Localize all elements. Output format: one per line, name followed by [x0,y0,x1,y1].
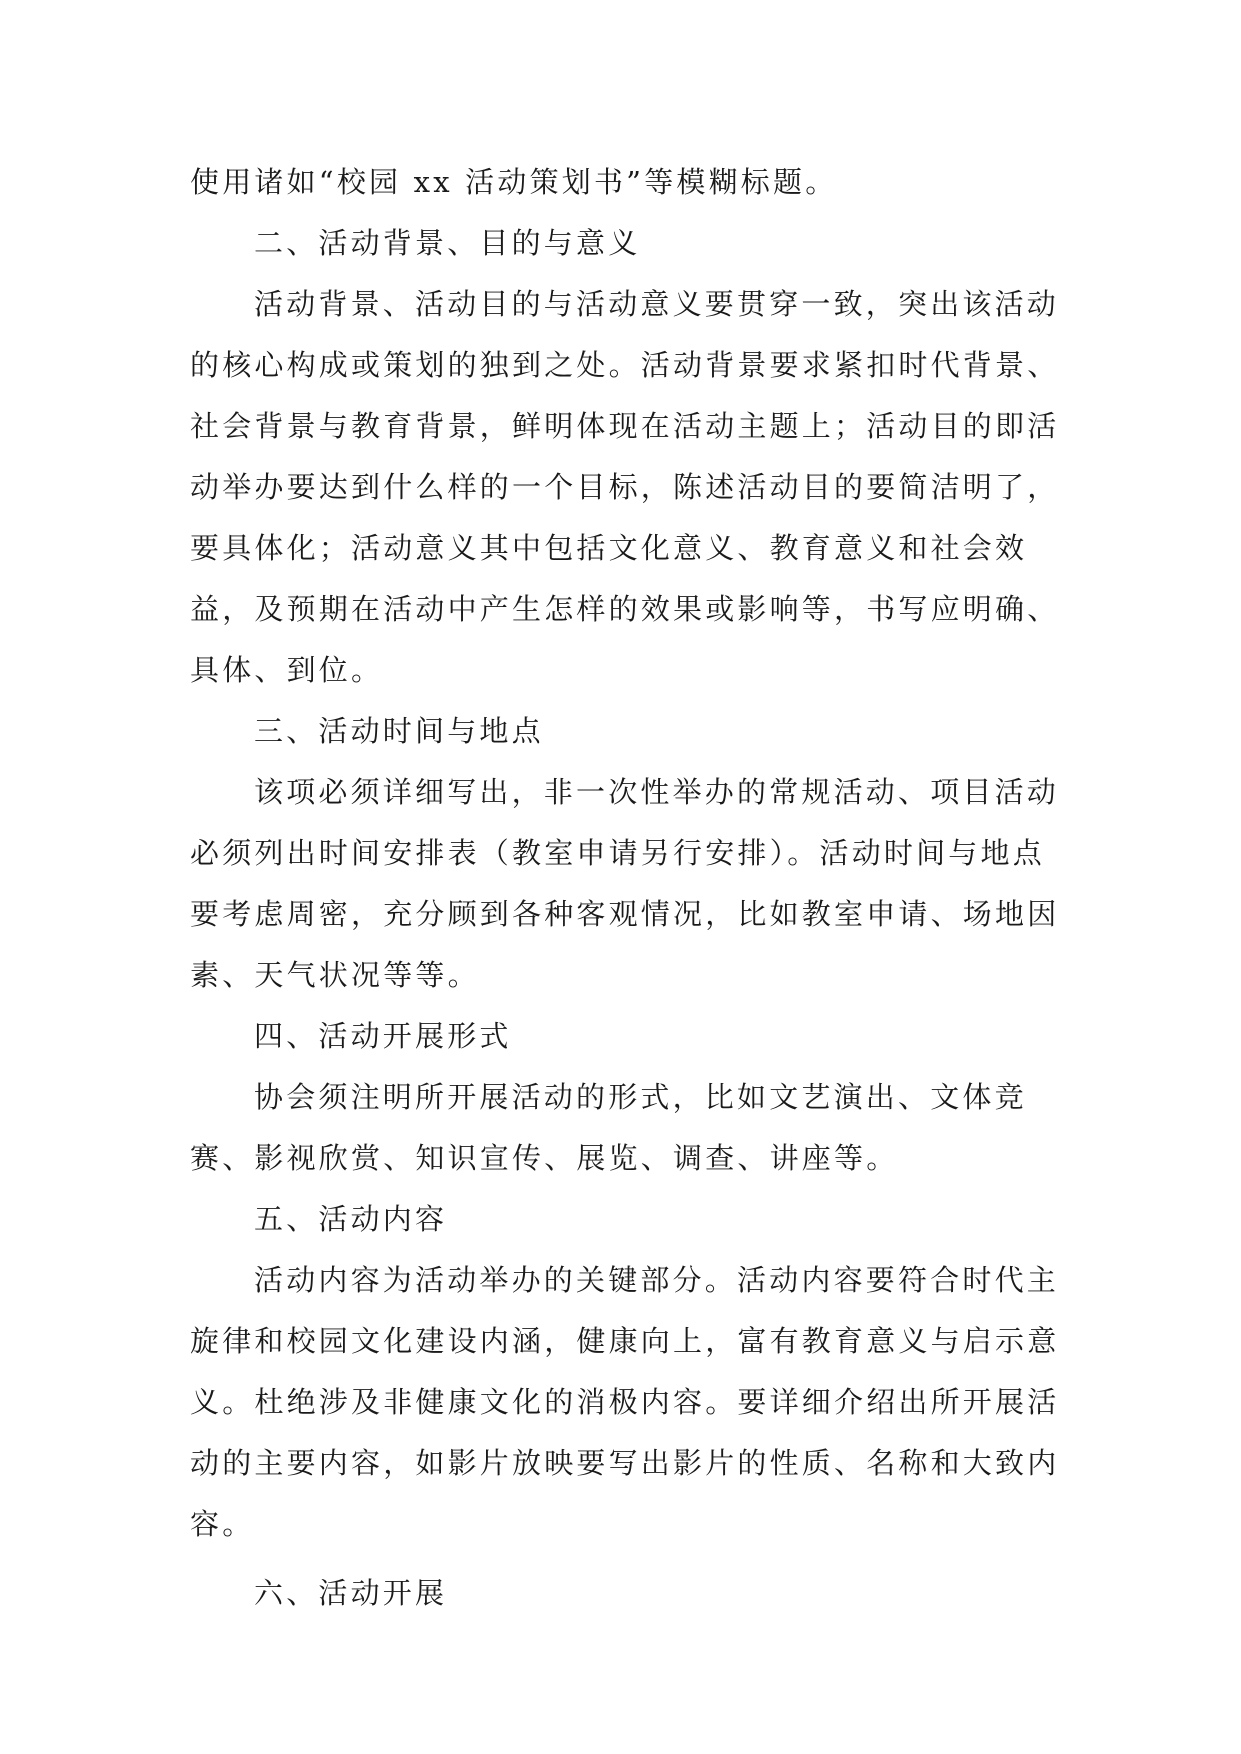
heading-activity-form: 四、活动开展形式 [254,1019,512,1053]
paragraph-background-purpose: 活动背景、活动目的与活动意义要贯穿一致，突出该活动的核心构成或策划的独到之处。活动背景要求紧扣时代背景、社会背景与教育背景，鲜明体现在活动主题上；活动目的即活动举办要达到什么样的一个目标，陈述活动目的要简洁明了，要具体化；活动意义其中包括文化意义、教育意义和社会效益，及预期在活动中产生怎样的效果或影响等，书写应明确、具体、到位。 [190,287,1060,687]
paragraph-title-note: 使用诸如“校园 xx 活动策划书”等模糊标题。 [190,165,838,199]
document-body [190,152,1060,1624]
paragraph-activity-content: 活动内容为活动举办的关键部分。活动内容要符合时代主旋律和校园文化建设内涵，健康向上，富有教育意义与启示意义。杜绝涉及非健康文化的消极内容。要详细介绍出所开展活动的主要内容，如影片放映要写出影片的性质、名称和大致内容。 [190,1263,1060,1541]
heading-time-place: 三、活动时间与地点 [254,714,544,748]
paragraph-activity-form: 协会须注明所开展活动的形式，比如文艺演出、文体竞赛、影视欣赏、知识宣传、展览、调查、讲座等。 [190,1080,1027,1175]
heading-background-purpose: 二、活动背景、目的与意义 [254,226,641,260]
paragraph-time-place: 该项必须详细写出，非一次性举办的常规活动、项目活动必须列出时间安排表（教室申请另行安排）。活动时间与地点要考虑周密，充分顾到各种客观情况，比如教室申请、场地因素、天气状况等等。 [190,775,1060,992]
heading-activity-content: 五、活动内容 [254,1202,448,1236]
heading-activity-execution: 六、活动开展 [254,1576,448,1610]
